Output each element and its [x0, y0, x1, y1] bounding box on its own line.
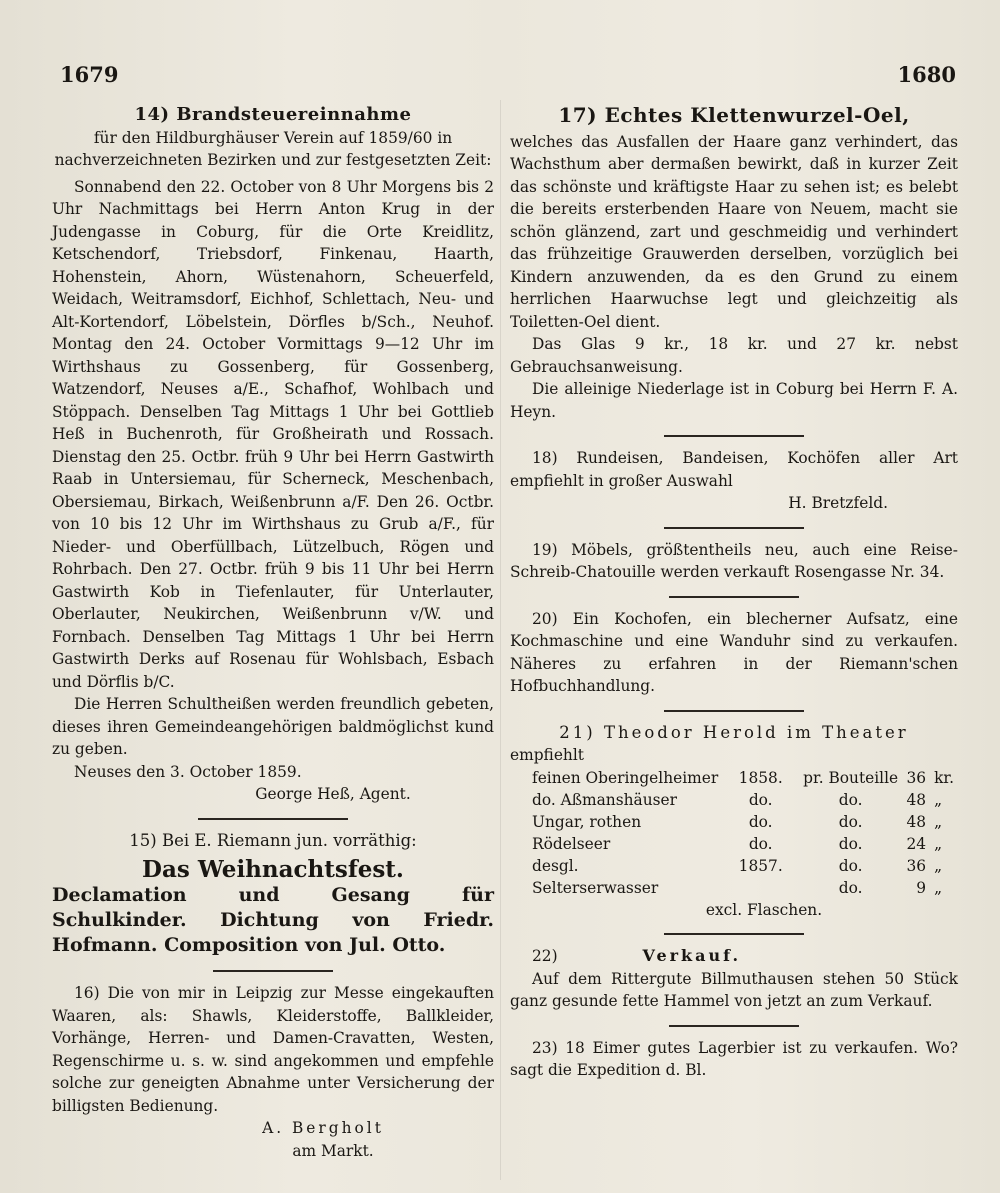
price-row	[528, 767, 958, 789]
ad-14-closing: Die Herren Schultheißen werden freundlich gebeten, dieses ihren Gemeindeangehörigen baldmöglichst kund zu geben.	[52, 695, 494, 758]
price-unit: do.	[838, 856, 863, 875]
ad-15	[52, 830, 494, 959]
ad-14-title: 14) Brandsteuereinnahme	[134, 104, 412, 125]
separator-rule	[213, 970, 333, 972]
ad-14-place-date: Neuses den 3. October 1859.	[74, 762, 302, 781]
price-year: do.	[748, 812, 773, 831]
ad-14-intro: für den Hildburghäuser Verein auf 1859/60 in nachverzeichneten Bezirken und zur festgesetzten Zeit:	[54, 128, 492, 169]
ad-21-lead: empfiehlt	[510, 746, 584, 764]
price-row	[528, 789, 958, 811]
price-unit: do.	[838, 834, 863, 853]
ad-17-body: welches das Ausfallen der Haare ganz verhindert, das Wachsthum aber dermaßen bewirkt, daß in kurzer Zeit das schönste und kräftigste Haar zu sehen ist; es belebt die bereits ersterbenden Haare von Neuem, macht sie schön glänzend, zart und geschmeidig und verhindert das frühzeitige Grauwerden derselben, vorzüglich bei Kindern anzuwenden, da es den Grund zu einem herrlichen Haarwuchse legt und gleichzeitig als Toiletten-Oel dient.	[510, 132, 958, 331]
price-row	[528, 877, 958, 899]
price-row	[528, 833, 958, 855]
right-column	[510, 104, 958, 1082]
ad-19	[510, 539, 958, 584]
price-currency: „	[934, 790, 943, 809]
price-currency: „	[934, 834, 943, 853]
ad-16	[52, 982, 494, 1162]
price-value: 48	[906, 812, 927, 831]
ad-22-title: Verkauf.	[642, 946, 742, 965]
price-unit: pr. Bouteille	[803, 768, 899, 787]
price-unit: do.	[838, 790, 863, 809]
price-item: Ungar, rothen	[532, 812, 642, 831]
ad-22-heading	[510, 945, 958, 968]
page-number-left: 1679	[60, 62, 119, 87]
price-row	[528, 855, 958, 877]
ad-15-subtitle: Declamation und Gesang für Schulkinder. Dichtung von Friedr. Hofmann. Composition von Jul. Otto.	[52, 884, 494, 956]
price-item: do. Aßmanshäuser	[532, 790, 677, 809]
separator-rule	[198, 818, 348, 820]
price-value: 9	[916, 878, 927, 897]
price-currency: „	[934, 878, 943, 897]
ad-17	[510, 104, 958, 423]
ad-18-signature: H. Bretzfeld.	[788, 494, 888, 512]
ad-16-signature: A. Bergholt	[262, 1119, 384, 1137]
column-gutter	[500, 100, 501, 1180]
ad-14	[52, 104, 494, 806]
price-year: 1857.	[738, 856, 783, 875]
ad-21-title: 21) Theodor Herold im Theater	[559, 722, 909, 742]
separator-rule	[669, 1025, 799, 1027]
price-table	[528, 767, 958, 899]
price-value: 36	[906, 768, 927, 787]
ad-15-title: Das Weihnachtsfest.	[142, 856, 404, 883]
ad-14-signature: George Heß, Agent.	[255, 785, 411, 803]
separator-rule	[664, 710, 804, 712]
price-row	[528, 811, 958, 833]
price-currency: „	[934, 856, 943, 875]
price-value: 24	[906, 834, 927, 853]
ad-21	[510, 722, 958, 922]
price-year	[722, 877, 799, 899]
ad-20	[510, 608, 958, 698]
price-item: desgl.	[532, 856, 579, 875]
ad-16-body: 16) Die von mir in Leipzig zur Messe eingekauften Waaren, als: Shawls, Kleiderstoffe, Ballkleider, Vorhänge, Herren- und Damen-Cravatten, Westen, Regenschirme u. s. w. sind angekommen und empfehle solche zur geneigten Abnahme unter Versicherung der billigsten Bedienung.	[52, 984, 494, 1115]
price-year: do.	[748, 834, 773, 853]
price-unit: do.	[838, 812, 863, 831]
ad-22	[510, 945, 958, 1013]
ad-23	[510, 1037, 958, 1082]
left-column	[52, 104, 494, 1162]
ad-18	[510, 447, 958, 515]
separator-rule	[669, 596, 799, 598]
ad-22-body: Auf dem Rittergute Billmuthausen stehen 50 Stück ganz gesunde fette Hammel von jetzt an zum Verkauf.	[510, 969, 958, 1010]
separator-rule	[664, 933, 804, 935]
page-number-right: 1680	[897, 62, 956, 87]
ad-15-lead: 15) Bei E. Riemann jun. vorräthig:	[129, 830, 417, 850]
price-year: do.	[748, 790, 773, 809]
ad-16-location: am Markt.	[292, 1141, 374, 1160]
ad-21-footer: excl. Flaschen.	[705, 900, 823, 919]
separator-rule	[664, 435, 804, 437]
ad-14-body: Sonnabend den 22. October von 8 Uhr Morgens bis 2 Uhr Nachmittags bei Herrn Anton Krug in der Judengasse in Coburg, für die Orte Kreidlitz, Ketschendorf, Triebsdorf, Finkenau, Haarth, Hohenstein, Ahorn, Wüstenahorn, Scheuerfeld, Weidach, Weitramsdorf, Eichhof, Schlettach, Neu- und Alt-Kortendorf, Löbelstein, Dörfles b/Sch., Neuhof. Montag den 24. October Vormittags 9—12 Uhr im Wirthshaus zu Gossenberg, für Gossenberg, Watzendorf, Neuses a/E., Schafhof, Wohlbach und Stöppach. Denselben Tag Mittags 1 Uhr bei Gottlieb Heß in Buchenroth, für Großheirath und Rossach. Dienstag den 25. Octbr. früh 9 Uhr bei Herrn Gastwirth Raab in Untersiemau, für Scherneck, Meschenbach, Obersiemau, Birkach, Weißenbrunn a/F. Den 26. Octbr. von 10 bis 12 Uhr im Wirthshaus zu Grub a/F., für Nieder- und Oberfüllbach, Lützelbuch, Rögen und Rohrbach. Den 27. Octbr. früh 9 bis 11 Uhr bei Herrn Gastwirth Kob in Tiefenlauter, für Unterlauter, Oberlauter, Neukirchen, Weißenbrunn v/W. und Fornbach. Denselben Tag Mittags 1 Uhr bei Herrn Gastwirth Derks auf Rosenau für Wohlsbach, Esbach und Dörflis b/C.	[52, 177, 494, 691]
price-year: 1858.	[738, 768, 783, 787]
price-unit: do.	[838, 878, 863, 897]
price-value: 48	[906, 790, 927, 809]
ad-19-body: 19) Möbels, größtentheils neu, auch eine Reise-Schreib-Chatouille werden verkauft Rosengasse Nr. 34.	[510, 540, 958, 581]
price-value: 36	[906, 856, 927, 875]
ad-22-number: 22)	[532, 947, 558, 965]
ad-18-body: 18) Rundeisen, Bandeisen, Kochöfen aller Art empfiehlt in großer Auswahl	[510, 449, 958, 490]
price-currency: „	[934, 812, 943, 831]
ad-17-price: Das Glas 9 kr., 18 kr. und 27 kr. nebst Gebrauchsanweisung.	[510, 335, 958, 376]
ad-20-body: 20) Ein Kochofen, ein blecherner Aufsatz, eine Kochmaschine und eine Wanduhr sind zu verkaufen. Näheres zu erfahren in der Riemann'schen Hofbuchhandlung.	[510, 609, 958, 695]
separator-rule	[664, 527, 804, 529]
ad-17-depot: Die alleinige Niederlage ist in Coburg bei Herrn F. A. Heyn.	[510, 380, 958, 421]
price-currency: kr.	[934, 768, 954, 787]
price-item: feinen Oberingelheimer	[532, 768, 719, 787]
price-item: Selterserwasser	[532, 878, 659, 897]
ad-23-body: 23) 18 Eimer gutes Lagerbier ist zu verkaufen. Wo? sagt die Expedition d. Bl.	[510, 1038, 958, 1079]
price-item: Rödelseer	[532, 834, 611, 853]
ad-17-title: 17) Echtes Klettenwurzel-Oel,	[558, 103, 910, 127]
